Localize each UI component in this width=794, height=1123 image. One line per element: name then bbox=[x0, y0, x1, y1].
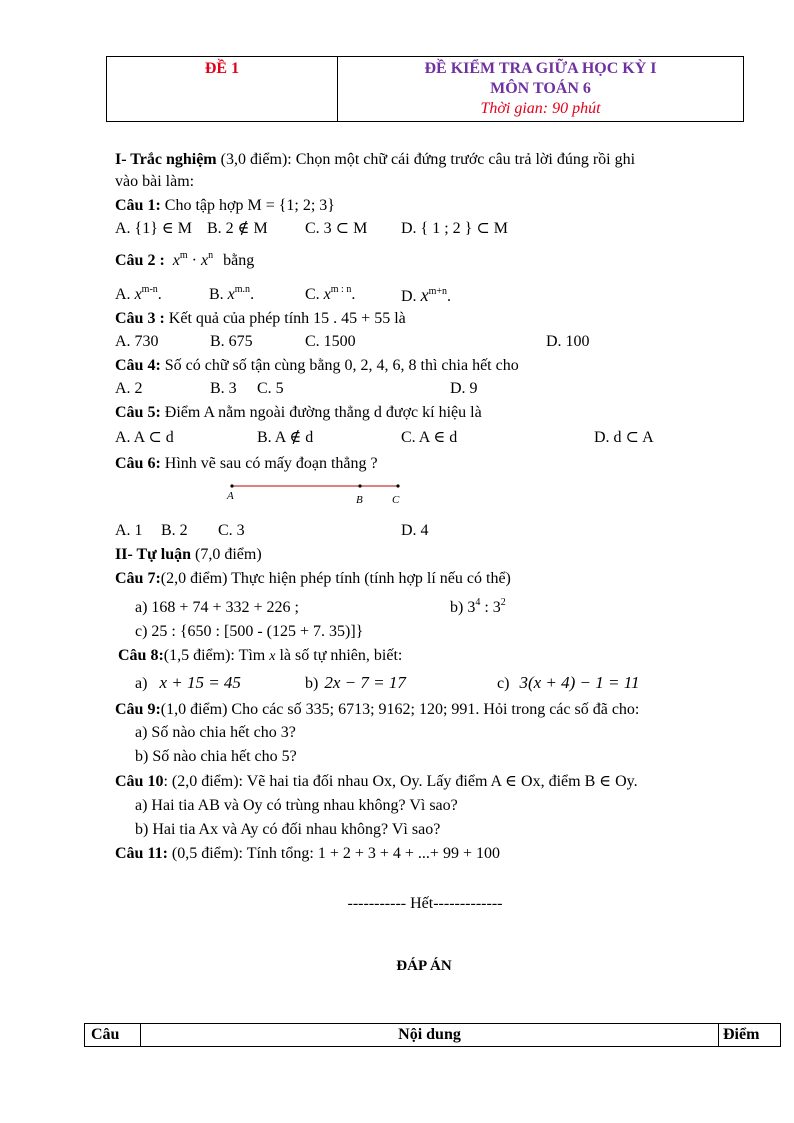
point-c-dot bbox=[396, 484, 399, 487]
q3-text: Kết quả của phép tính 15 . 45 + 55 là bbox=[164, 310, 406, 327]
q2-d-label: D. bbox=[401, 288, 417, 305]
q3-stem bbox=[115, 308, 406, 330]
q2-stem bbox=[115, 250, 254, 272]
answer-col-content: Nội dung bbox=[398, 1026, 461, 1043]
q1-option-c: C. 3 ⊂ M bbox=[305, 220, 368, 237]
q5-option-a: A. A ⊂ d bbox=[115, 429, 174, 446]
q2-d-exp: m+n bbox=[428, 286, 447, 297]
q6-option-c: C. 3 bbox=[218, 522, 245, 539]
q1-option-a: A. {1} ∈ M bbox=[115, 220, 192, 237]
q1-stem bbox=[115, 195, 335, 217]
q10-part-b: b) Hai tia Ax và Ay có đối nhau không? Vì sao? bbox=[135, 821, 441, 838]
q9-text: (1,0 điểm) Cho các số 335; 6713; 9162; 120; 991. Hỏi trong các số đã cho: bbox=[160, 701, 640, 718]
q4-stem bbox=[115, 355, 519, 377]
q7-b-label: b) bbox=[450, 599, 464, 616]
q8-b-label: b) bbox=[305, 675, 319, 692]
q6-option-d: D. 4 bbox=[401, 522, 429, 539]
q11-text: (0,5 điểm): Tính tổng: 1 + 2 + 3 + 4 + ...+ 99 + 100 bbox=[167, 845, 500, 862]
point-a-label: A bbox=[227, 490, 234, 502]
q4-label: Câu 4: bbox=[115, 357, 161, 374]
q8-var: x bbox=[269, 649, 276, 664]
q5-option-b: B. A ∉ d bbox=[257, 429, 314, 446]
q2-base-2: x bbox=[201, 252, 209, 269]
q6-option-b: B. 2 bbox=[161, 522, 188, 539]
q8-c-expr: 3(x + 4) − 1 = 11 bbox=[519, 673, 640, 692]
q2-base-1: x bbox=[172, 252, 180, 269]
q2-b-exp: m.n bbox=[234, 284, 251, 295]
q7-text: (2,0 điểm) Thực hiện phép tính (tính hợp lí nếu có thể) bbox=[160, 570, 511, 587]
q9-part-a: a) Số nào chia hết cho 3? bbox=[135, 724, 296, 741]
q8-a-expr: x + 15 = 45 bbox=[159, 673, 241, 692]
q7-b-exp2: 2 bbox=[500, 597, 506, 608]
q4-option-c: C. 5 bbox=[257, 380, 284, 397]
q2-a-label: A. bbox=[115, 286, 131, 303]
q2-a-exp: m-n bbox=[141, 284, 158, 295]
q4-option-a: A. 2 bbox=[115, 380, 143, 397]
exam-title: ĐỀ KIỂM TRA GIỮA HỌC KỲ I bbox=[424, 60, 657, 77]
q2-option-d: D. $x^{m+n}$. bbox=[401, 285, 451, 305]
part2-points: (7,0 điểm) bbox=[191, 546, 262, 563]
q2-c-base: x bbox=[323, 286, 331, 303]
part2-line bbox=[115, 544, 262, 566]
point-b-label: B bbox=[356, 494, 363, 506]
q4-option-b: B. 3 bbox=[210, 380, 237, 397]
q5-stem bbox=[115, 402, 482, 424]
header-table bbox=[106, 56, 744, 122]
segment-figure bbox=[220, 478, 410, 506]
q8-b-expr: 2x − 7 = 17 bbox=[324, 673, 406, 692]
point-c-label: C bbox=[392, 494, 400, 506]
q7-b-base2: 3 bbox=[492, 599, 501, 616]
q3-option-a: A. 730 bbox=[115, 333, 159, 350]
q7-part-c: c) 25 : {650 : [500 - (125 + 7. 35)]} bbox=[135, 623, 364, 640]
q2-option-a: A. $x^{m-n}$. bbox=[115, 284, 162, 303]
q4-option-d: D. 9 bbox=[450, 380, 478, 397]
q2-label: Câu 2 : bbox=[115, 252, 165, 269]
part1-line1 bbox=[115, 149, 635, 171]
answer-table-header bbox=[84, 1023, 781, 1047]
q8-part-c bbox=[497, 672, 639, 695]
header-title-block bbox=[338, 59, 743, 119]
point-b-dot bbox=[358, 484, 361, 487]
answer-col-points: Điểm bbox=[718, 1024, 780, 1046]
exam-subject: MÔN TOÁN 6 bbox=[490, 80, 591, 97]
q10-part-a: a) Hai tia AB và Oy có trùng nhau không? Vì sao? bbox=[135, 797, 458, 814]
q8-part-b bbox=[305, 672, 406, 695]
exam-time: Thời gian: 90 phút bbox=[480, 100, 601, 117]
q7-label: Câu 7: bbox=[115, 570, 161, 587]
q5-option-d: D. d ⊂ A bbox=[594, 429, 654, 446]
q2-option-c: C. $x^{m : n}$. bbox=[305, 284, 356, 303]
q8-part-a bbox=[135, 672, 241, 695]
q3-label: Câu 3 : bbox=[115, 310, 165, 327]
q8-text-pre: (1,5 điểm): Tìm bbox=[163, 647, 270, 664]
q8-c-label: c) bbox=[497, 675, 510, 692]
q6-option-a: A. 1 bbox=[115, 522, 143, 539]
q1-option-d: D. { 1 ; 2 } ⊂ M bbox=[401, 220, 508, 237]
q11-label: Câu 11: bbox=[115, 845, 168, 862]
part2-heading: II- Tự luận bbox=[115, 546, 192, 563]
q3-option-c: C. 1500 bbox=[305, 333, 356, 350]
q8-a-label: a) bbox=[135, 675, 148, 692]
q2-b-base: x bbox=[227, 286, 235, 303]
q2-option-b: B. $x^{m.n}$. bbox=[209, 284, 255, 303]
q4-text: Số có chữ số tận cùng bằng 0, 2, 4, 6, 8 thì chia hết cho bbox=[160, 357, 519, 374]
q6-stem bbox=[115, 453, 378, 475]
q2-op: · bbox=[187, 252, 201, 269]
end-marker: ----------- Hết------------- bbox=[347, 895, 503, 912]
q10-stem bbox=[115, 771, 638, 793]
q2-a-base: x bbox=[134, 286, 142, 303]
part1-line2: vào bài làm: bbox=[115, 173, 195, 190]
q1-option-b: B. 2 ∉ M bbox=[207, 220, 268, 237]
q2-d-base: x bbox=[420, 285, 429, 305]
q6-label: Câu 6: bbox=[115, 455, 161, 472]
q7-part-a: a) 168 + 74 + 332 + 226 ; bbox=[135, 599, 299, 616]
exam-code: ĐỀ 1 bbox=[204, 60, 240, 77]
q9-label: Câu 9: bbox=[115, 701, 161, 718]
point-a-dot bbox=[230, 484, 233, 487]
q7-part-b bbox=[450, 597, 506, 619]
q5-text: Điểm A nằm ngoài đường thẳng d được kí hiệu là bbox=[160, 404, 482, 421]
q1-text: Cho tập hợp M = {1; 2; 3} bbox=[160, 197, 335, 214]
q1-label: Câu 1: bbox=[115, 197, 161, 214]
q9-stem bbox=[115, 699, 639, 721]
q7-b-base1: 3 bbox=[467, 599, 476, 616]
q2-c-exp: m : n bbox=[330, 284, 352, 295]
q2-c-label: C. bbox=[305, 286, 320, 303]
q7-b-op: : bbox=[480, 599, 493, 616]
q6-text: Hình vẽ sau có mấy đoạn thẳng ? bbox=[160, 455, 378, 472]
part1-instructions: (3,0 điểm): Chọn một chữ cái đứng trước câu trả lời đúng rồi ghi bbox=[216, 151, 636, 168]
q2-tail: bằng bbox=[223, 252, 255, 269]
q10-text: : (2,0 điểm): Vẽ hai tia đối nhau Ox, Oy. Lấy điểm A ∈ Ox, điểm B ∈ Oy. bbox=[163, 773, 638, 790]
q3-option-d: D. 100 bbox=[546, 333, 590, 350]
answer-col-question: Câu bbox=[85, 1024, 141, 1046]
q7-stem bbox=[115, 568, 511, 590]
q3-option-b: B. 675 bbox=[210, 333, 253, 350]
q2-exp-m: m bbox=[179, 250, 188, 261]
q2-exp-n: n bbox=[208, 250, 214, 261]
q8-text-post: là số tự nhiên, biết: bbox=[275, 647, 403, 664]
q5-label: Câu 5: bbox=[115, 404, 161, 421]
part1-heading: I- Trắc nghiệm bbox=[115, 151, 217, 168]
q9-part-b: b) Số nào chia hết cho 5? bbox=[135, 748, 297, 765]
q5-option-c: C. A ∈ d bbox=[401, 429, 458, 446]
q10-label: Câu 10 bbox=[115, 773, 164, 790]
q8-stem bbox=[118, 645, 402, 668]
q2-b-label: B. bbox=[209, 286, 224, 303]
q8-label: Câu 8: bbox=[118, 647, 164, 664]
answer-heading: ĐÁP ÁN bbox=[396, 958, 452, 974]
q11-stem bbox=[115, 843, 500, 865]
q7-b-exp1: 4 bbox=[475, 597, 481, 608]
